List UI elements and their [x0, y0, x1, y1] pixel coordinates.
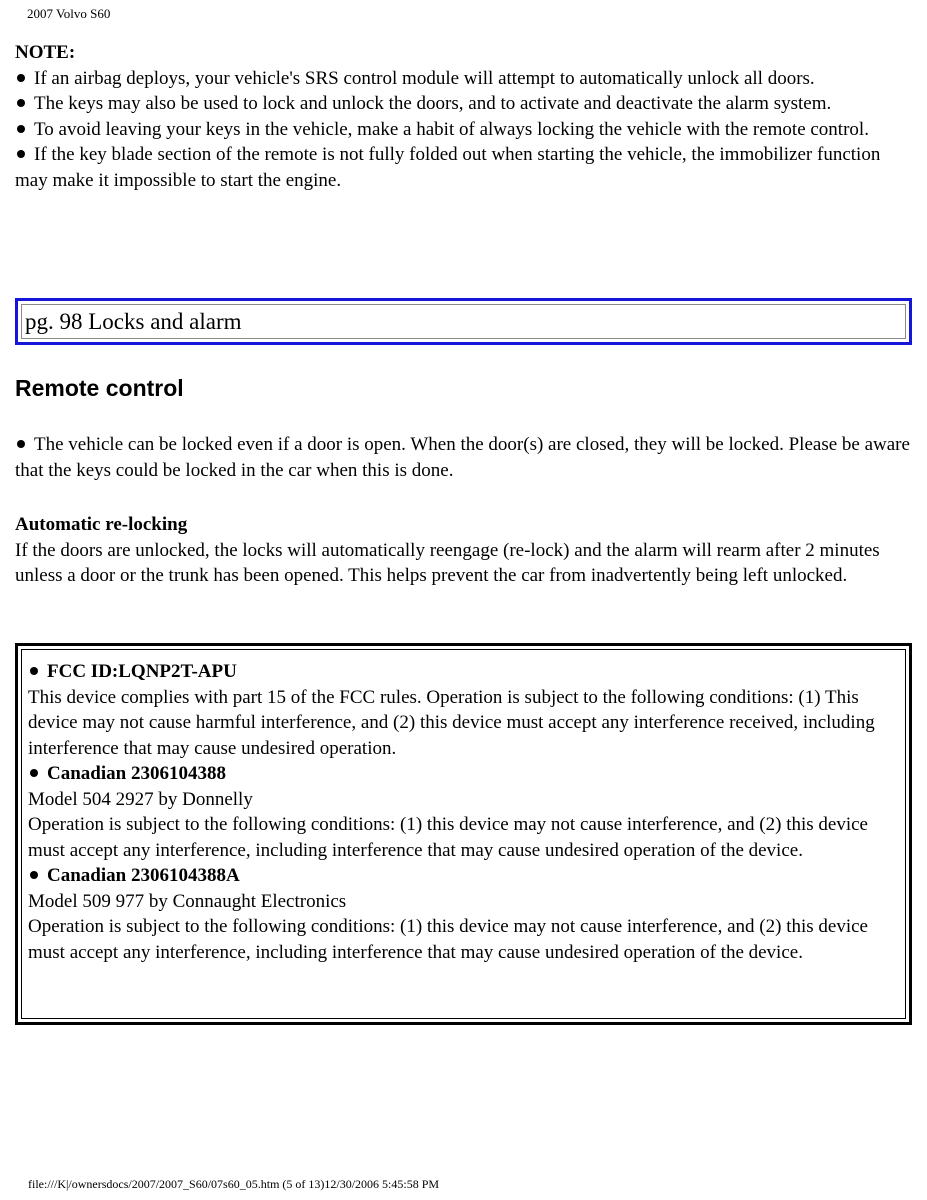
note-item	[15, 142, 915, 193]
note-item-text: If an airbag deploys, your vehicle's SRS control module will attempt to automatically unlock all doors.	[34, 67, 815, 89]
note-item	[15, 91, 915, 117]
section-heading: Remote control	[15, 375, 184, 401]
fcc-entry-heading	[28, 761, 899, 787]
note-item-text: If the key blade section of the remote is not fully folded out when starting the vehicle, the immobilizer function may make it impossible to start the engine.	[15, 144, 881, 191]
remote-control-bullet	[15, 432, 915, 483]
bullet-icon	[17, 440, 25, 448]
document-header: 2007 Volvo S60	[27, 6, 111, 21]
note-item	[15, 66, 915, 92]
note-section	[15, 40, 915, 193]
fcc-entry-heading	[28, 659, 899, 685]
fcc-notice-box	[15, 643, 912, 1025]
fcc-entry-heading	[28, 863, 899, 889]
bullet-icon	[30, 871, 38, 879]
note-item-text: To avoid leaving your keys in the vehicle, make a habit of always locking the vehicle with the remote control.	[34, 118, 869, 140]
bullet-icon	[30, 667, 38, 675]
fcc-entry-model: Model 509 977 by Connaught Electronics	[28, 890, 347, 912]
fcc-entry-heading-text: Canadian 2306104388	[47, 763, 226, 784]
fcc-entry-heading-text: FCC ID:LQNP2T-APU	[47, 661, 237, 682]
fcc-notice-content	[21, 649, 906, 1019]
bullet-icon	[17, 99, 25, 107]
fcc-entry-text: This device complies with part 15 of the FCC rules. Operation is subject to the following conditions: (1) This device may not cause harmful interference, and (2) this device must accept any interference received, including interference that may cause undesired operation.	[28, 686, 875, 759]
remote-control-text: The vehicle can be locked even if a door is open. When the door(s) are closed, they will be locked. Please be aware that the keys could be locked in the car when this is done.	[15, 434, 910, 481]
note-title: NOTE:	[15, 42, 76, 63]
fcc-entry-text: Operation is subject to the following conditions: (1) this device may not cause interference, and (2) this device must accept any interference, including interference that may cause undesired operation of the device.	[28, 814, 868, 861]
bullet-icon	[17, 125, 25, 133]
relock-section	[15, 512, 915, 589]
page-reference-box	[15, 298, 912, 345]
note-item	[15, 117, 915, 143]
page-reference-label: pg. 98 Locks and alarm	[21, 304, 906, 339]
fcc-entry-heading-text: Canadian 2306104388A	[47, 865, 240, 886]
bullet-icon	[30, 769, 38, 777]
note-item-text: The keys may also be used to lock and unlock the doors, and to activate and deactivate the alarm system.	[34, 93, 832, 114]
fcc-entry-text: Operation is subject to the following conditions: (1) this device may not cause interference, and (2) this device must accept any interference, including interference that may cause undesired operation of the device.	[28, 916, 868, 963]
document-footer: file:///K|/ownersdocs/2007/2007_S60/07s60_05.htm (5 of 13)12/30/2006 5:45:58 PM	[28, 1177, 440, 1191]
bullet-icon	[17, 74, 25, 82]
fcc-entry-model: Model 504 2927 by Donnelly	[28, 788, 253, 810]
relock-heading: Automatic re-locking	[15, 514, 188, 535]
relock-text: If the doors are unlocked, the locks will automatically reengage (re-lock) and the alarm will rearm after 2 minutes unless a door or the trunk has been opened. This helps prevent the car from inadvertently being left unlocked.	[15, 539, 880, 586]
bullet-icon	[17, 150, 25, 158]
